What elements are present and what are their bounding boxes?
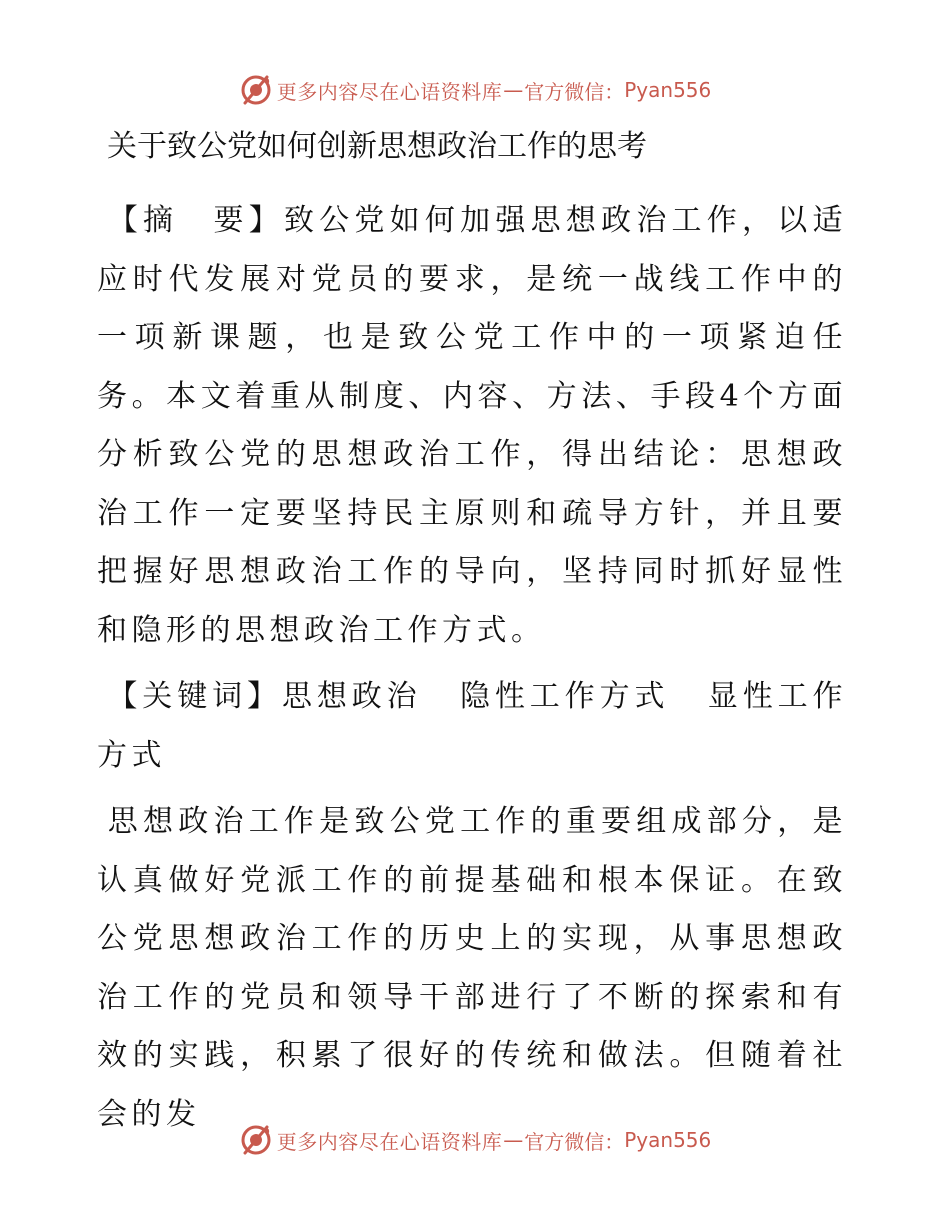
wechat-label: 官方微信： xyxy=(524,1129,625,1154)
watermark-dash: — xyxy=(503,78,524,102)
abstract-text: 致公党如何加强思想政治工作，以适应时代发展对党员的要求，是统一战线工作中的一项新课题，也是致公党工作中的一项紧迫任务。本文着重从制度、内容、方法、手段4个方面分析致公党的思想政治工作，得出结论：思想政治工作一定要坚持民主原则和疏导方针，并且要把握好思想政治工作的导向，坚持同时抓好显性和隐形的思想政治工作方式。 xyxy=(97,203,848,648)
keyword-item: 隐性工作方式 xyxy=(459,679,670,714)
keyword-item: 显性工作方式 xyxy=(97,679,848,773)
keyword-item: 思想政治 xyxy=(281,679,422,714)
footer-watermark-banner xyxy=(0,1120,950,1160)
quill-pen-logo-icon xyxy=(239,73,273,107)
header-watermark-banner xyxy=(0,70,950,110)
watermark-text: 更多内容尽在心语资料库 xyxy=(276,1129,503,1154)
watermark-dash: — xyxy=(503,1128,524,1152)
document-title: 关于致公党如何创新思想政治工作的思考 xyxy=(107,129,647,164)
abstract-label: 【摘 要】 xyxy=(107,203,284,238)
body-paragraph xyxy=(97,793,847,1144)
abstract-paragraph xyxy=(97,192,847,660)
wechat-id: Pyan556 xyxy=(624,78,712,102)
keywords-paragraph xyxy=(97,668,847,785)
keywords-label: 【关键词】 xyxy=(107,679,282,714)
document-body xyxy=(97,122,847,1152)
wechat-label: 官方微信： xyxy=(524,79,625,104)
body-text: 思想政治工作是致公党工作的重要组成部分，是认真做好党派工作的前提基础和根本保证。在致公党思想政治工作的历史上的实现，从事思想政治工作的党员和领导干部进行了不断的探索和有效的实践，积累了很好的传统和做法。但随着社会的发 xyxy=(97,804,847,1132)
wechat-id: Pyan556 xyxy=(624,1128,712,1152)
quill-pen-logo-icon xyxy=(239,1123,273,1157)
watermark-text: 更多内容尽在心语资料库 xyxy=(276,79,503,104)
